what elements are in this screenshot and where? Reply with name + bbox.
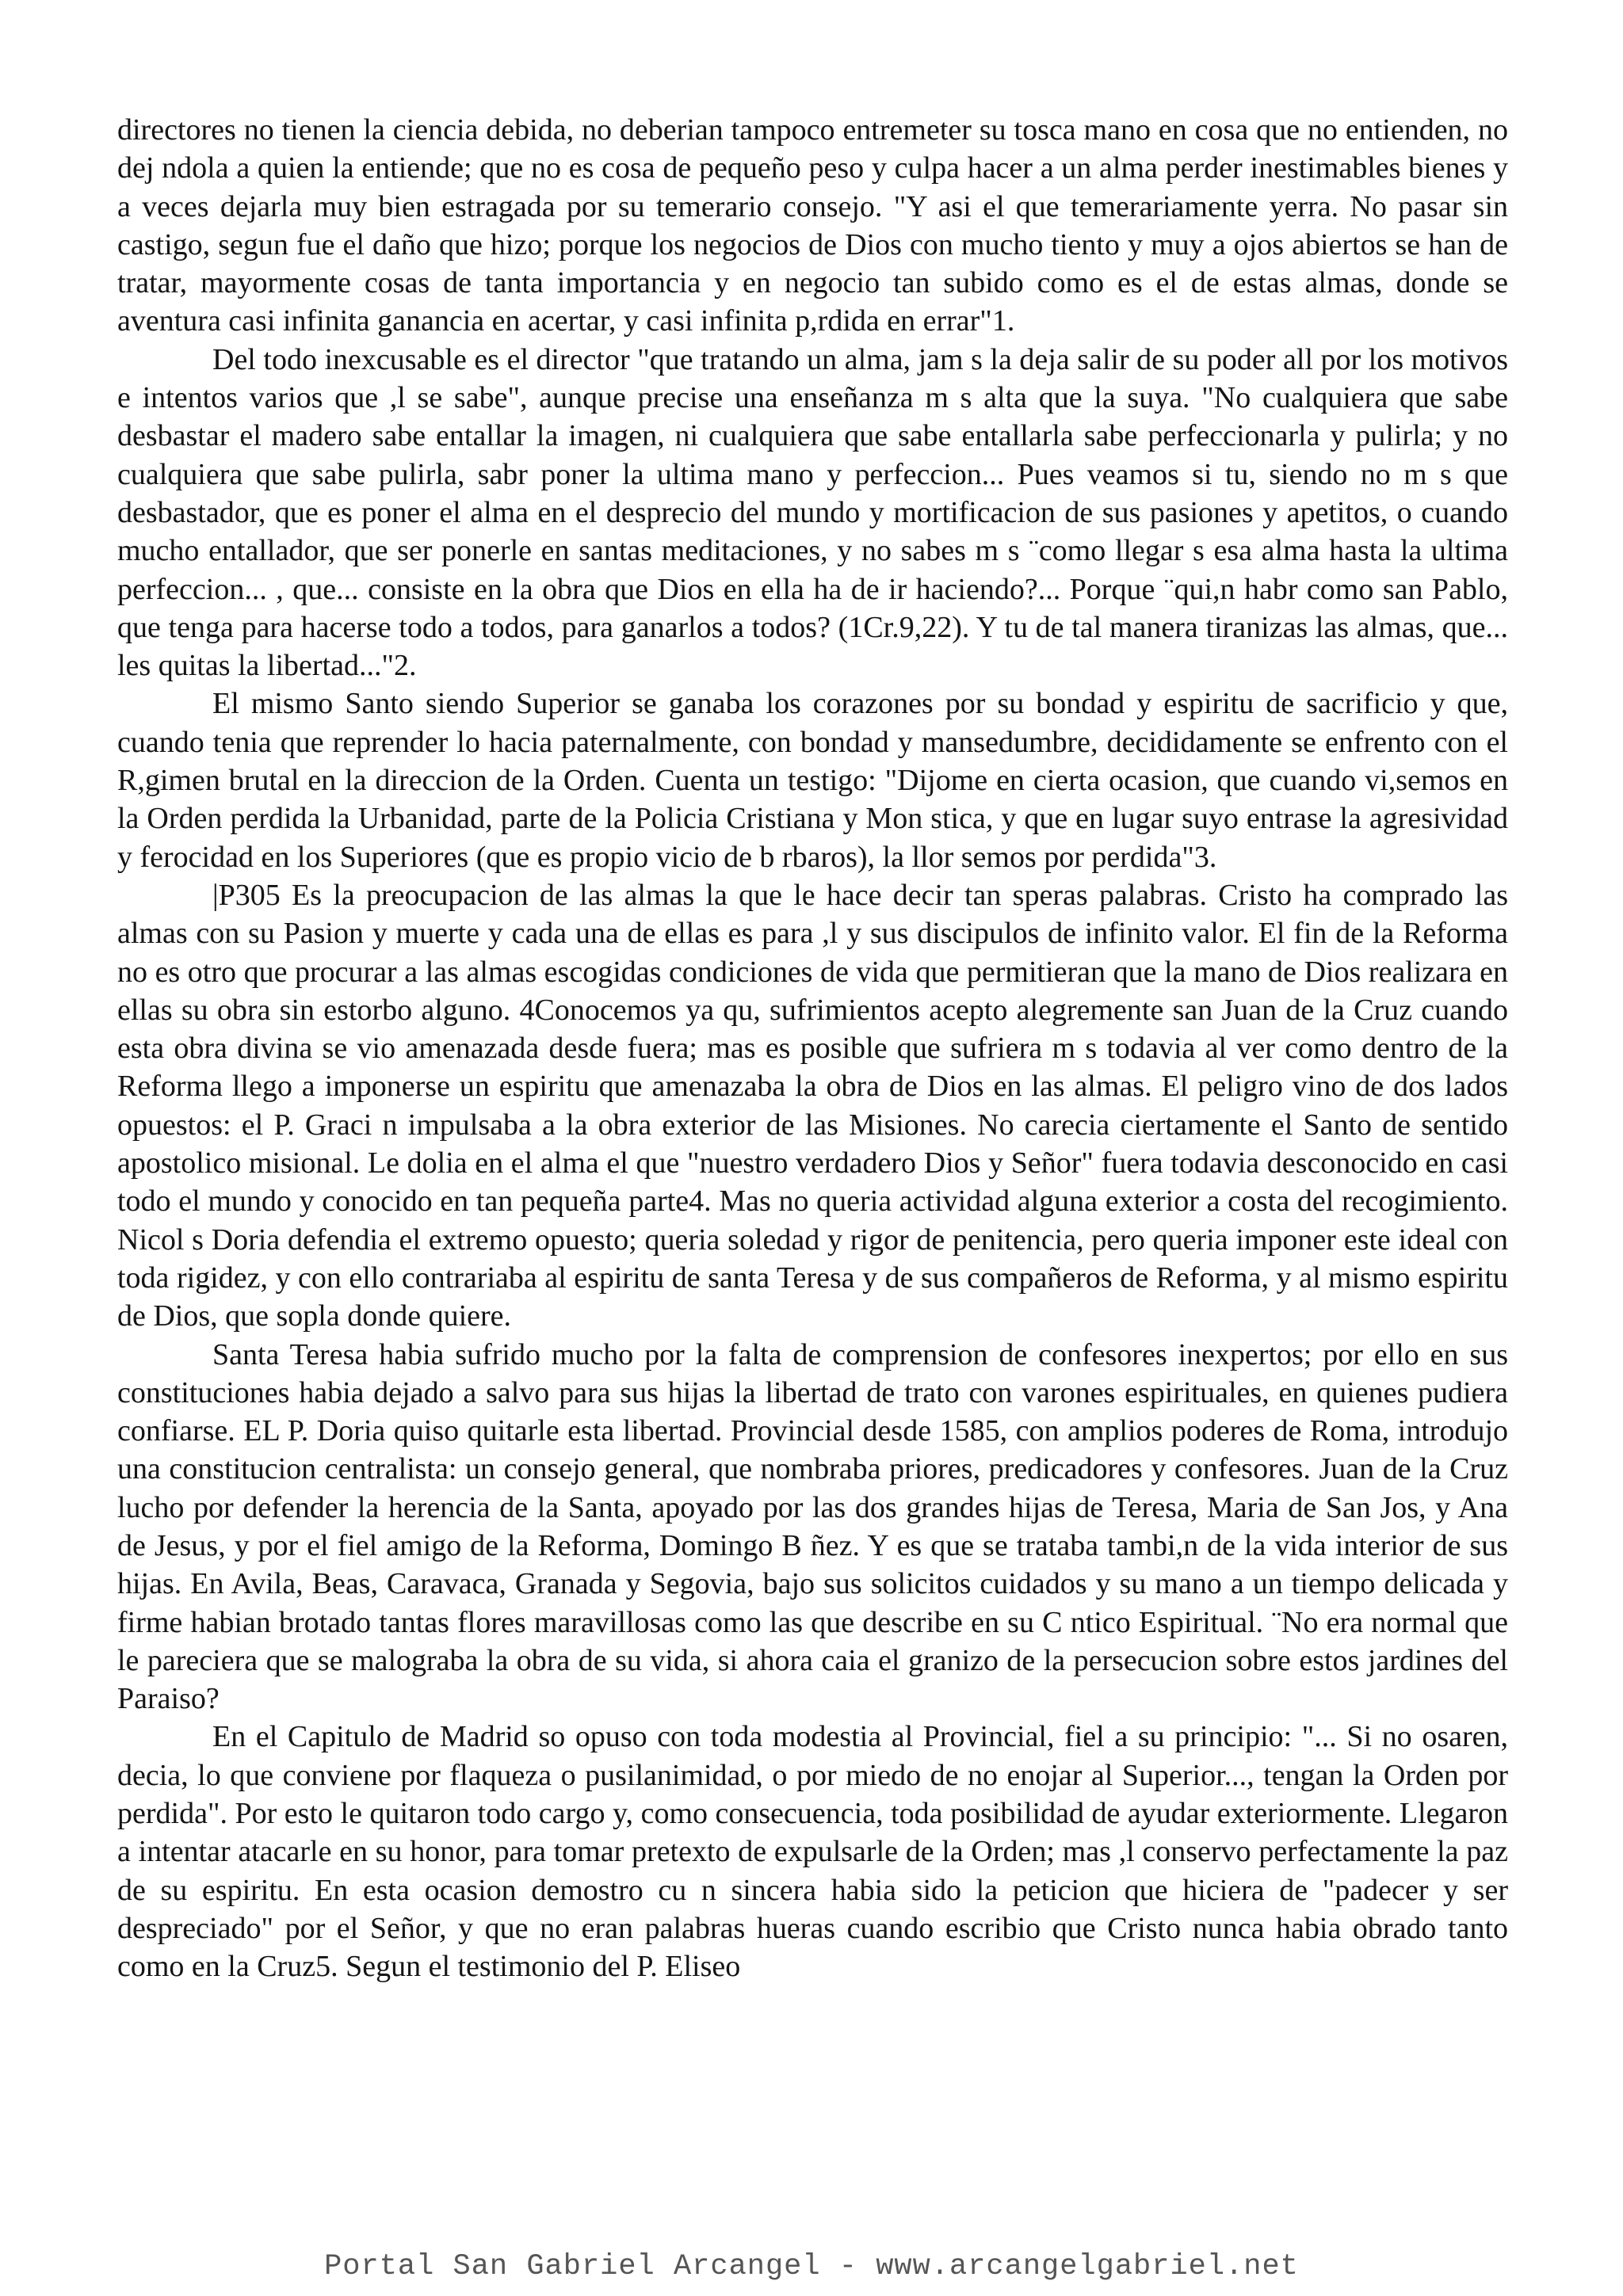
document-body [117,111,1508,1986]
paragraph-5: Santa Teresa habia sufrido mucho por la falta de comprension de confesores inexpertos; por ello en sus constituciones habia dejado a salvo para sus hijas la libertad de trato con varones espirituales, en quienes pudiera confiarse. EL P. Doria quiso quitarle esta libertad. Provincial desde 1585, con amplios poderes de Roma, introdujo una constitucion centralista: un consejo general, que nombraba priores, predicadores y confesores. Juan de la Cruz lucho por defender la herencia de la Santa, apoyado por las dos grandes hijas de Teresa, Maria de San Jos, y Ana de Jesus, y por el fiel amigo de la Reforma, Domingo B ñez. Y es que se trataba tambi,n de la vida interior de sus hijas. En Avila, Beas, Caravaca, Granada y Segovia, bajo sus solicitos cuidados y su mano a un tiempo delicada y firme habian brotado tantas flores maravillosas como las que describe en su C ntico Espiritual. ¨No era normal que le pareciera que se malograba la obra de su vida, si ahora caia el granizo de la persecucion sobre estos jardines del Paraiso? [117,1337,1508,1716]
paragraph-1: directores no tienen la ciencia debida, no deberian tampoco entremeter su tosca mano en cosa que no entienden, no dej ndola a quien la entiende; que no es cosa de pequeño peso y culpa hacer a un alma perder inestimables bienes y a veces dejarla muy bien estragada por su temerario consejo. "Y asi el que temerariamente yerra. No pasar sin castigo, segun fue el daño que hizo; porque los negocios de Dios con mucho tiento y muy a ojos abiertos se han de tratar, mayormente cosas de tanta importancia y en negocio tan subido como es el de estas almas, donde se aventura casi infinita ganancia en acertar, y casi infinita p,rdida en errar"1. [117,113,1508,338]
paragraph-4: |P305 Es la preocupacion de las almas la que le hace decir tan speras palabras. Cristo ha comprado las almas con su Pasion y muerte y cada una de ellas es para ,l y sus discipulos de infinito valor. El fin de la Reforma no es otro que procurar a las almas escogidas condiciones de vida que permitieran que la mano de Dios realizara en ellas su obra sin estorbo alguno. 4Conocemos ya qu, sufrimientos acepto alegremente san Juan de la Cruz cuando esta obra divina se vio amenazada desde fuera; mas es posible que sufriera m s todavia al ver como dentro de la Reforma llego a imponerse un espiritu que amenazaba la obra de Dios en las almas. El peligro vino de dos lados opuestos: el P. Graci n impulsaba a la obra exterior de las Misiones. No carecia ciertamente el Santo de sentido apostolico misional. Le dolia en el alma el que "nuestro verdadero Dios y Señor" fuera todavia desconocido en casi todo el mundo y conocido en tan pequeña parte4. Mas no queria actividad alguna exterior a costa del recogimiento. Nicol s Doria defendia el extremo opuesto; queria soledad y rigor de penitencia, pero queria imponer este ideal con toda rigidez, y con ello contrariaba al espiritu de santa Teresa y de sus compañeros de Reforma, y al mismo espiritu de Dios, que sopla donde quiere. [117,878,1508,1333]
page-footer: Portal San Gabriel Arcangel - www.arcangelgabriel.net [324,2250,1299,2283]
paragraph-3: El mismo Santo siendo Superior se ganaba los corazones por su bondad y espiritu de sacrificio y que, cuando tenia que reprender lo hacia paternalmente, con bondad y mansedumbre, decididamente se enfrento con el R,gimen brutal en la direccion de la Orden. Cuenta un testigo: "Dijome en cierta ocasion, que cuando vi,semos en la Orden perdida la Urbanidad, parte de la Policia Cristiana y Mon stica, y que en lugar suyo entrase la agresividad y ferocidad en los Superiores (que es propio vicio de b rbaros), la llor semos por perdida"3. [117,687,1508,874]
paragraph-6: En el Capitulo de Madrid so opuso con toda modestia al Provincial, fiel a su principio: "... Si no osaren, decia, lo que conviene por flaqueza o pusilanimidad, o por miedo de no enojar al Superior..., tengan la Orden por perdida". Por esto le quitaron todo cargo y, como consecuencia, toda posibilidad de ayudar exteriormente. Llegaron a intentar atacarle en su honor, para tomar pretexto de expulsarle de la Orden; mas ,l conservo perfectamente la paz de su espiritu. En esta ocasion demostro cu n sincera habia sido la peticion que hiciera de "padecer y ser despreciado" por el Señor, y que no eran palabras hueras cuando escribio que Cristo nunca habia obrado tanto como en la Cruz5. Segun el testimonio del P. Eliseo [117,1720,1508,1984]
paragraph-2: Del todo inexcusable es el director "que tratando un alma, jam s la deja salir de su poder all por los motivos e intentos varios que ,l se sabe", aunque precise una enseñanza m s alta que la suya. "No cualquiera que sabe desbastar el madero sabe entallar la imagen, ni cualquiera que sabe entallarla sabe perfeccionarla y pulirla; y no cualquiera que sabe pulirla, sabr poner la ultima mano y perfeccion... Pues veamos si tu, siendo no m s que desbastador, que es poner el alma en el desprecio del mundo y mortificacion de sus pasiones y apetitos, o cuando mucho entallador, que ser ponerle en santas meditaciones, y no sabes m s ¨como llegar s esa alma hasta la ultima perfeccion... , que... consiste en la obra que Dios en ella ha de ir haciendo?... Porque ¨qui,n habr como san Pablo, que tenga para hacerse todo a todos, para ganarlos a todos? (1Cr.9,22). Y tu de tal manera tiranizas las almas, que... les quitas la libertad..."2. [117,342,1508,683]
